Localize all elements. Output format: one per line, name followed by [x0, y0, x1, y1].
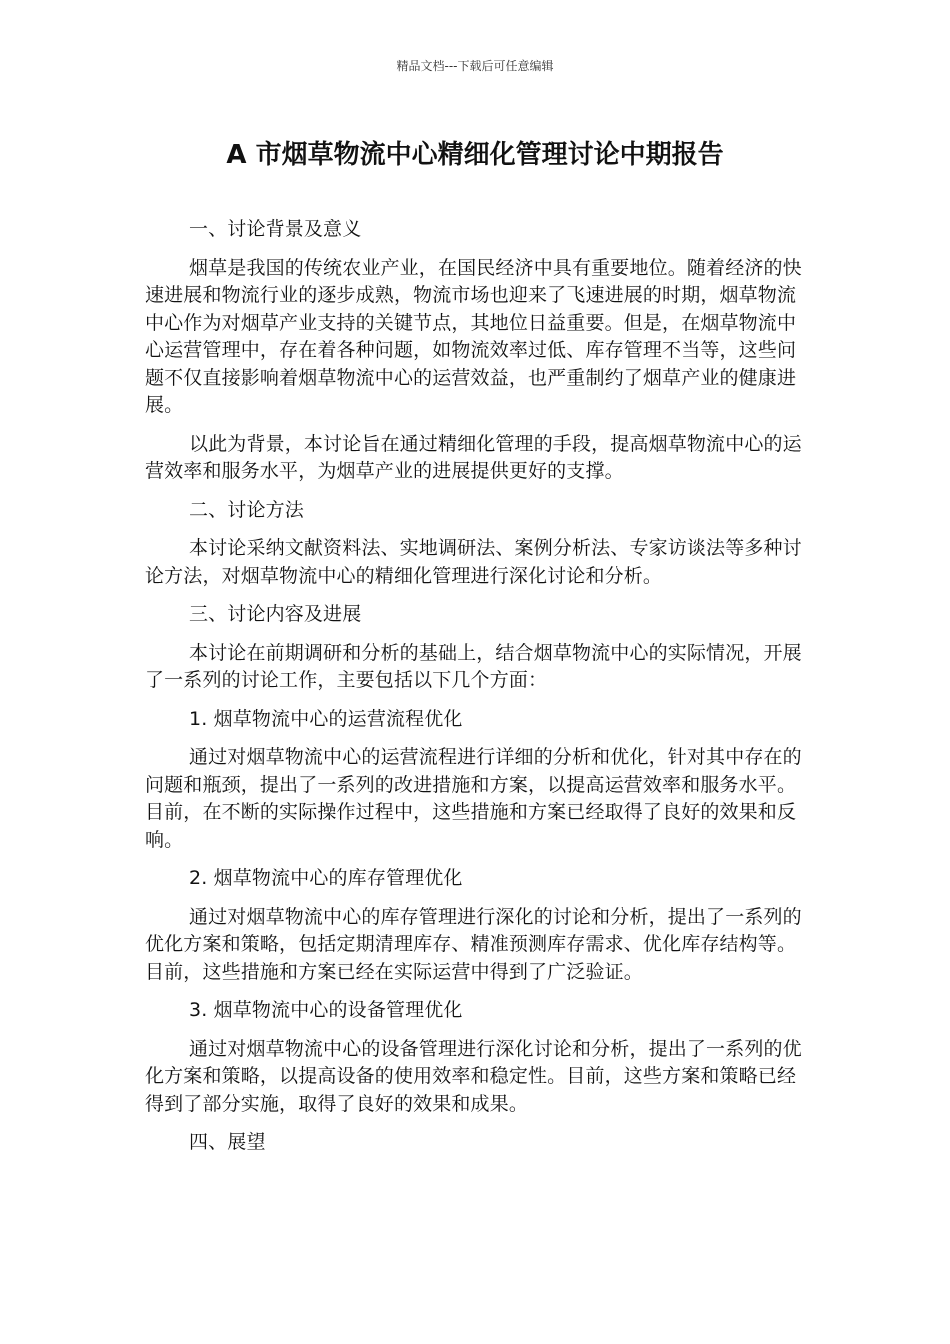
section-heading-content: 三、讨论内容及进展 [189, 603, 362, 625]
subheading-inventory: 2. 烟草物流中心的库存管理优化 [189, 867, 463, 889]
subheading-operations: 1. 烟草物流中心的运营流程优化 [189, 707, 463, 730]
section-heading-outlook: 四、展望 [189, 1131, 266, 1153]
header-note: 精品文档---下载后可任意编辑 [396, 59, 554, 73]
paragraph-methods: 本讨论采纳文献资料法、实地调研法、案例分析法、专家访谈法等多种讨论方法，对烟草物流中心的精细化管理进行深化讨论和分析。 [145, 537, 802, 587]
document-body [145, 216, 805, 1168]
section-heading-background: 一、讨论背景及意义 [189, 218, 362, 240]
subheading-equipment: 3. 烟草物流中心的设备管理优化 [189, 999, 463, 1021]
paragraph-equipment: 通过对烟草物流中心的设备管理进行深化讨论和分析，提出了一系列的优化方案和策略，以提高设备的使用效率和稳定性。目前，这些方案和策略已经得到了部分实施，取得了良好的效果和成果。 [145, 1037, 802, 1115]
section-heading-methods: 二、讨论方法 [189, 498, 304, 521]
paragraph-purpose: 以此为背景，本讨论旨在通过精细化管理的手段，提高烟草物流中心的运营效率和服务水平，为烟草产业的进展提供更好的支撑。 [145, 432, 802, 482]
paragraph-background: 烟草是我国的传统农业产业，在国民经济中具有重要地位。随着经济的快速进展和物流行业的逐步成熟，物流市场也迎来了飞速进展的时期，烟草物流中心作为对烟草产业支持的关键节点，其地位日益重要。但是，在烟草物流中心运营管理中，存在着各种问题，如物流效率过低、库存管理不当等，这些问题不仅直接影响着烟草物流中心的运营效益，也严重制约了烟草产业的健康进展。 [145, 256, 802, 416]
paragraph-inventory: 通过对烟草物流中心的库存管理进行深化的讨论和分析，提出了一系列的优化方案和策略，包括定期清理库存、精准预测库存需求、优化库存结构等。目前，这些措施和方案已经在实际运营中得到了广泛验证。 [145, 905, 802, 983]
document-title: A 市烟草物流中心精细化管理讨论中期报告 [226, 140, 724, 170]
paragraph-operations: 通过对烟草物流中心的运营流程进行详细的分析和优化，针对其中存在的问题和瓶颈，提出了一系列的改进措施和方案，以提高运营效率和服务水平。目前，在不断的实际操作过程中，这些措施和方案已经取得了良好的效果和反响。 [145, 746, 802, 851]
paragraph-content-intro: 本讨论在前期调研和分析的基础上，结合烟草物流中心的实际情况，开展了一系列的讨论工作，主要包括以下几个方面： [145, 641, 802, 691]
